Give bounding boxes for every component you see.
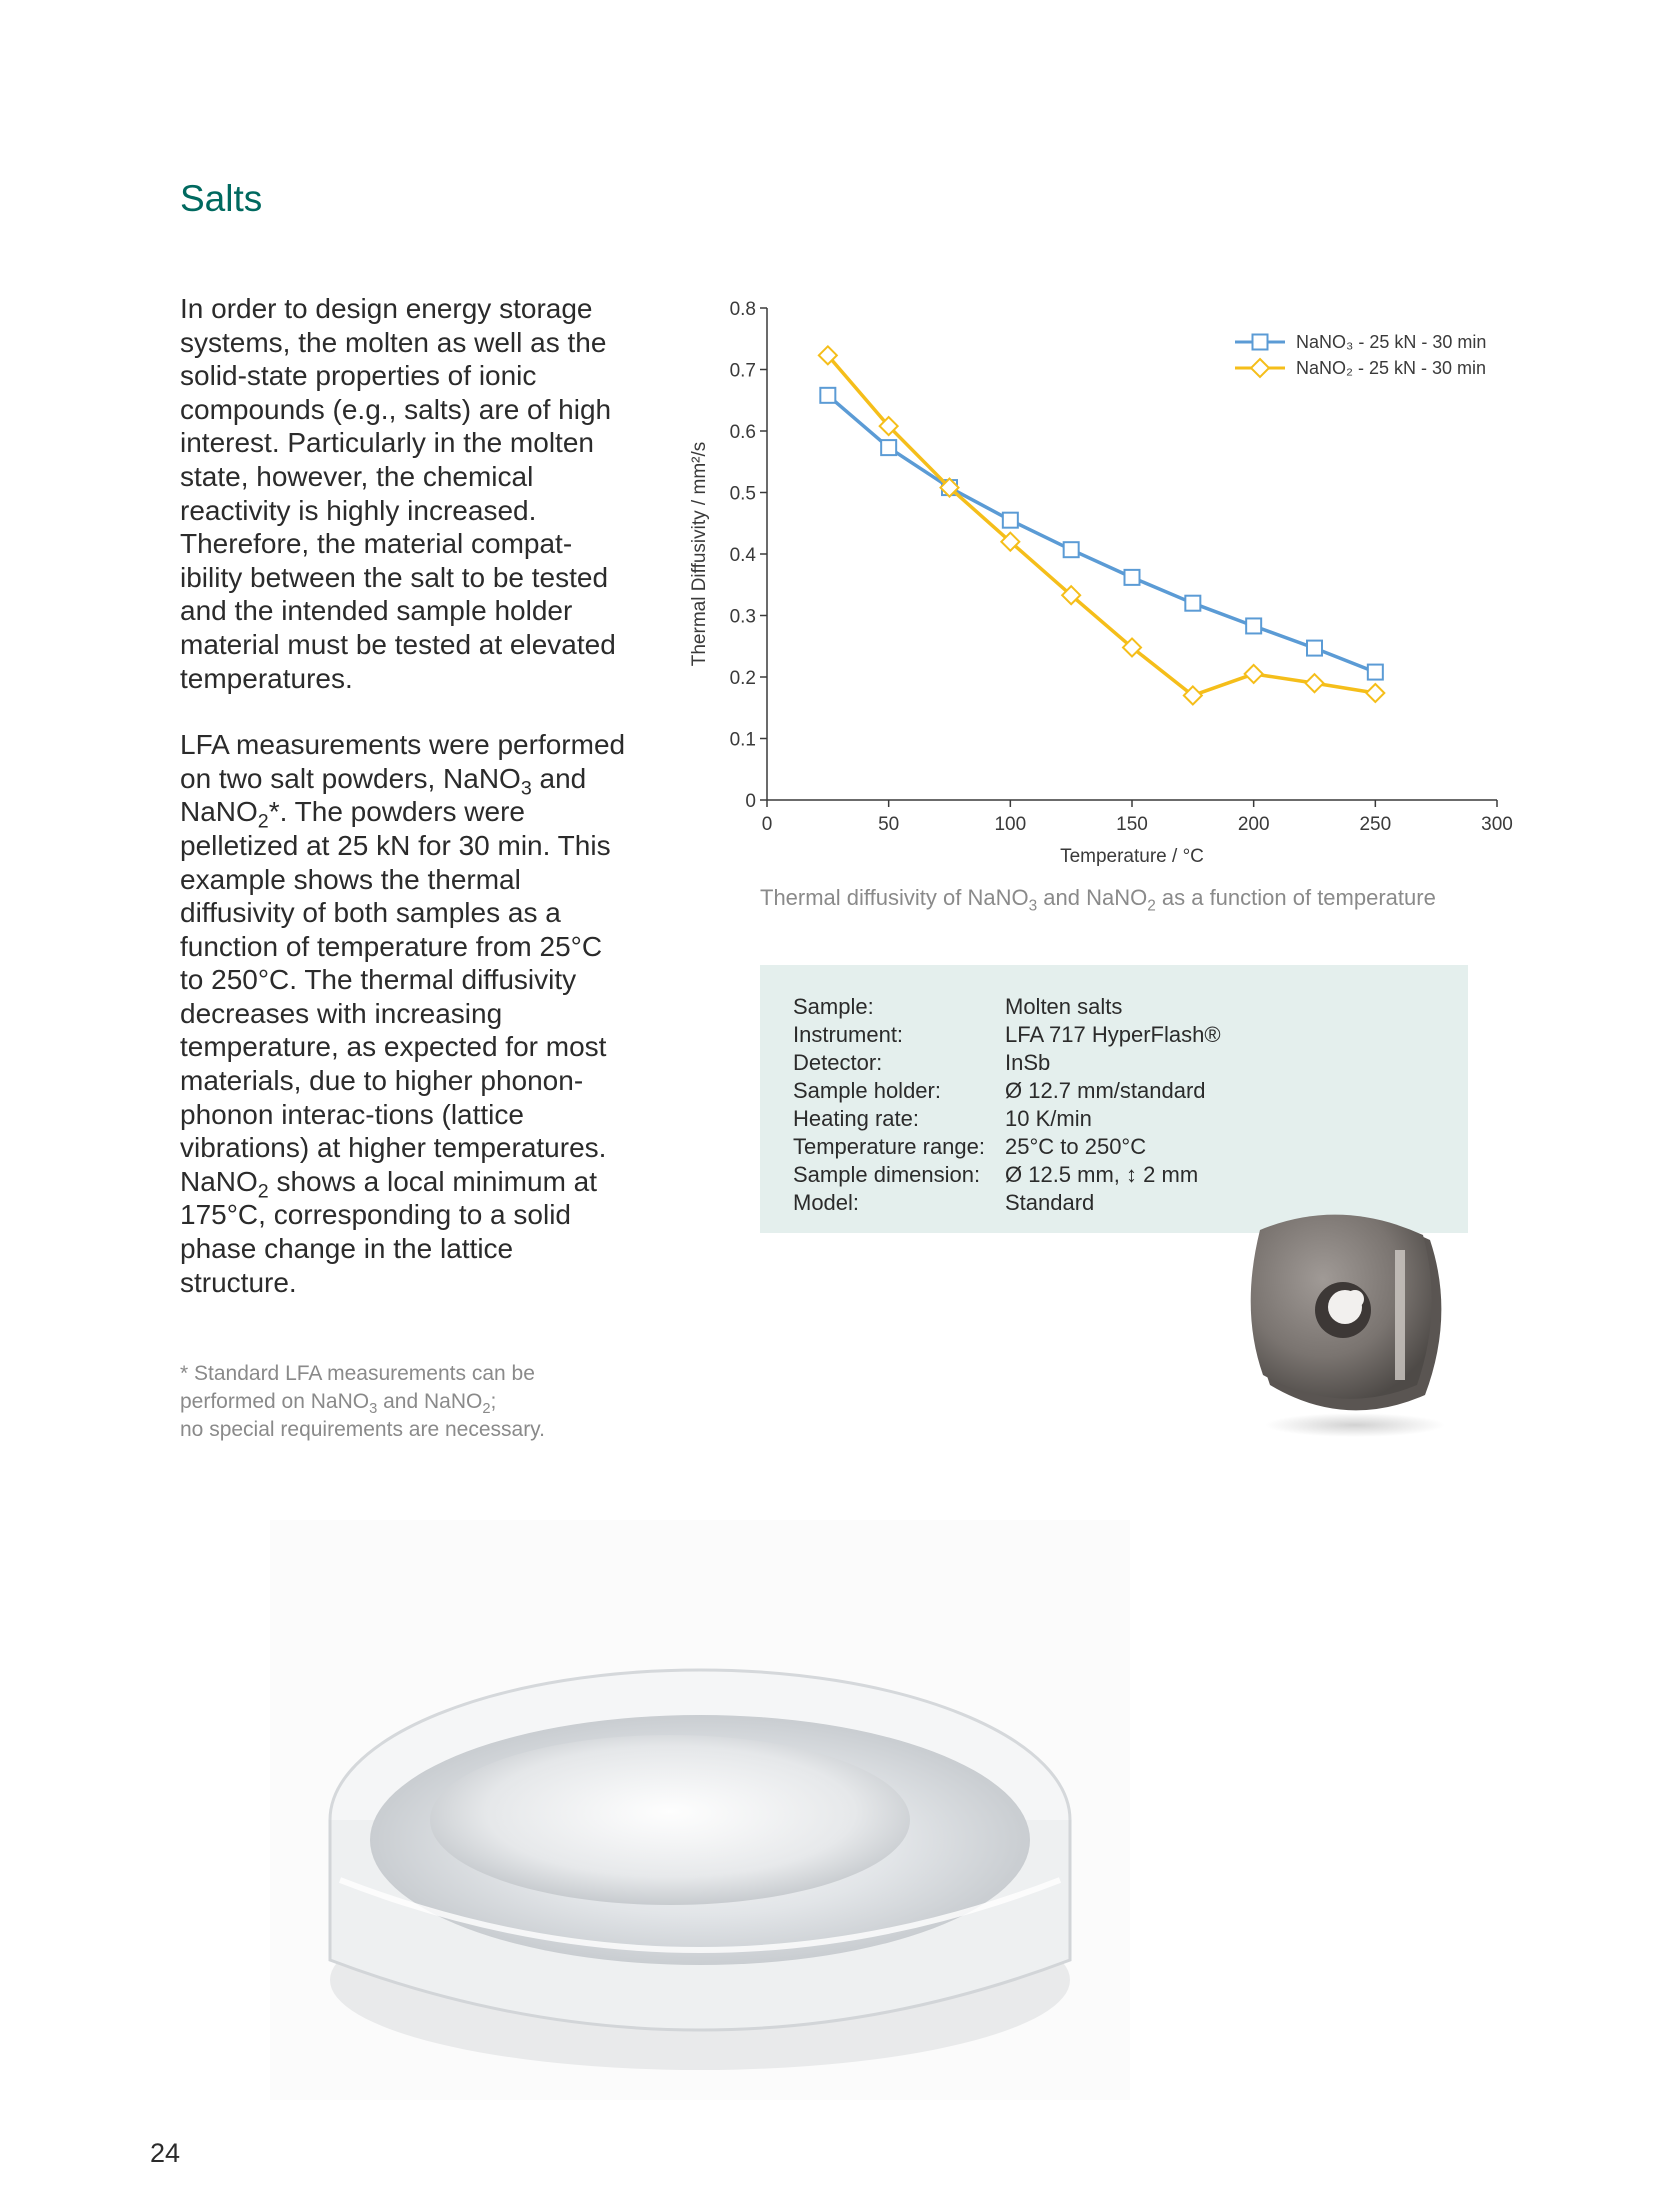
spec-label: Sample holder: (793, 1078, 941, 1103)
series-line-nano3 (828, 395, 1375, 672)
data-point-nano3 (1185, 596, 1200, 611)
page-number: 24 (150, 2138, 181, 2168)
spec-value: 10 K/min (1005, 1106, 1092, 1131)
paragraph-measurements: LFA measurements were performed on two salt powders, NaNO$_3$ and NaNO$_2$*. The powders were pelletized at 25 kN for 30 min. This example shows the thermal diffusivity of both samples as a function of temperature from 25°C to 250°C. The thermal diffusivity decreases with increasing temperature, as expected for most materials, due to higher phonon-phonon interac-tions (lattice vibrations) at higher temperatures. NaNO$_2$ shows a local minimum at 175°C, corresponding to a solid phase change in the lattice structure. (180, 729, 626, 1298)
spec-label: Model: (793, 1190, 860, 1215)
x-tick-label: 200 (1237, 814, 1270, 835)
spec-label: Detector: (793, 1050, 883, 1075)
y-axis-label: Thermal Diffusivity / mm²/s (689, 441, 710, 667)
spec-value: Standard (1005, 1190, 1095, 1215)
series-line-nano2 (828, 355, 1375, 695)
data-point-nano3 (1125, 570, 1140, 585)
spec-label: Temperature range: (793, 1134, 985, 1159)
x-tick-label: 150 (1116, 814, 1148, 835)
spec-label: Instrument: (793, 1022, 904, 1047)
petri-dish-salt-photo (270, 1520, 1130, 2100)
y-tick-label: 0.6 (729, 422, 756, 443)
thermal-diffusivity-chart (660, 280, 1520, 870)
data-point-nano3 (1064, 542, 1079, 557)
data-point-nano3 (1307, 641, 1322, 656)
spec-label: Heating rate: (793, 1106, 919, 1131)
x-axis-label: Temperature / °C (1060, 846, 1204, 867)
y-tick-label: 0.3 (729, 606, 756, 628)
y-tick-label: 0.4 (729, 545, 756, 566)
measurement-specs-panel (760, 965, 1468, 1233)
data-point-nano3 (820, 388, 835, 403)
x-tick-label: 100 (994, 814, 1027, 835)
legend-marker-nano3 (1253, 335, 1268, 350)
y-tick-label: 0.2 (729, 668, 756, 689)
data-point-nano3 (881, 440, 896, 455)
legend-marker-nano2 (1251, 359, 1269, 377)
data-point-nano2 (1245, 665, 1263, 683)
legend-label-nano2: NaNO₂ - 25 kN - 30 min (1296, 358, 1487, 378)
data-point-nano3 (1246, 618, 1261, 633)
data-point-nano3 (1368, 665, 1383, 680)
spec-value: Molten salts (1005, 994, 1123, 1019)
sample-holder-photo (1225, 1195, 1470, 1440)
spec-label: Sample dimension: (793, 1162, 981, 1187)
x-tick-label: 300 (1481, 814, 1513, 835)
y-tick-label: 0.5 (729, 483, 756, 505)
legend-label-nano3: NaNO₃ - 25 kN - 30 min (1296, 332, 1487, 352)
spec-value: Ø 12.5 mm, ↕ 2 mm (1005, 1162, 1199, 1187)
y-tick-label: 0.8 (729, 299, 756, 320)
x-tick-label: 250 (1359, 814, 1392, 835)
data-point-nano3 (1003, 513, 1018, 528)
spec-value: Ø 12.7 mm/standard (1005, 1078, 1206, 1103)
page-title: Salts (180, 178, 263, 219)
x-tick-label: 50 (878, 814, 900, 835)
body-text (180, 292, 630, 1332)
y-tick-label: 0.7 (729, 360, 756, 382)
data-point-nano2 (1306, 674, 1324, 692)
chart-caption: Thermal diffusivity of NaNO$_3$ and NaNO$_2$ as a function of temperature (760, 885, 1436, 915)
y-tick-label: 0.1 (729, 729, 756, 751)
spec-value: LFA 717 HyperFlash® (1005, 1022, 1221, 1047)
data-point-nano2 (1366, 684, 1384, 702)
spec-label: Sample: (793, 994, 874, 1019)
spec-value: 25°C to 250°C (1005, 1134, 1147, 1159)
spec-value: InSb (1005, 1050, 1051, 1075)
footnote: * Standard LFA measurements can be performed on NaNO$_3$ and NaNO$_2$; no special requirements are necessary. (180, 1362, 545, 1441)
x-tick-label: 0 (761, 814, 773, 835)
paragraph-intro: In order to design energy storage systems, the molten as well as the solid-state properties of ionic compounds (e.g., salts) are of high interest. Particularly in the molten state, however, the chemical reactivity is highly increased. Therefore, the material compat-ibility between the salt to be tested and the intended sample holder material must be tested at elevated temperatures. (180, 293, 616, 694)
y-tick-label: 0 (745, 791, 756, 812)
